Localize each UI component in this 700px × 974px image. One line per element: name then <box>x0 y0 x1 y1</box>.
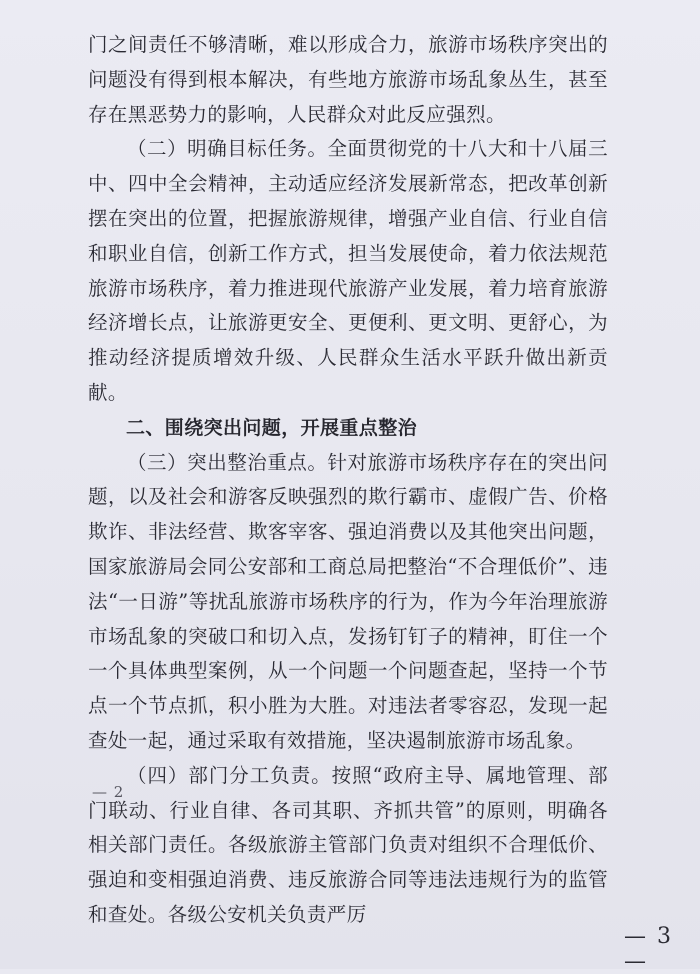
paragraph-department-responsibility: （四）部门分工负责。按照“政府主导、属地管理、部门联动、行业自律、各司其职、齐抓共管”的原则，明确各相关部门责任。各级旅游主管部门负责对组织不合理低价、强迫和变相强迫消费、违反旅游合同等违法违规行为的监管和查处。各级公安机关负责严厉 <box>88 763 608 926</box>
page-number: — 3 — <box>624 924 673 974</box>
inner-page-number: — 2 <box>92 783 125 801</box>
paragraph-continuation: 门之间责任不够清晰，难以形成合力，旅游市场秩序突出的问题没有得到根本解决，有些地方旅游市场乱象丛生，甚至存在黑恶势力的影响，人民群众对此反应强烈。 <box>88 33 608 126</box>
paragraph-focus-rectification: （三）突出整治重点。针对旅游市场秩序存在的突出问题，以及社会和游客反映强烈的欺行霸市、虚假广告、价格欺诈、非法经营、欺客宰客、强迫消费以及其他突出问题，国家旅游局会同公安部和工商总局把整治“不合理低价”、违法“一日游”等扰乱旅游市场秩序的行为，作为今年治理旅游市场乱象的突破口和切入点，发扬钉钉子的精神，盯住一个一个具体典型案例，从一个问题一个问题查起，坚持一个节点一个节点抓，积小胜为大胜。对违法者零容忍，发现一起查处一起，通过采取有效措施，坚决遏制旅游市场乱象。 <box>88 450 608 752</box>
paragraph-clarify-goals: （二）明确目标任务。全面贯彻党的十八大和十八届三中、四中全会精神，主动适应经济发展新常态，把改革创新摆在突出的位置，把握旅游规律，增强产业自信、行业自信和职业自信，创新工作方式，担当发展使命，着力依法规范旅游市场秩序，着力推进现代旅游产业发展，着力培育旅游经济增长点，让旅游更安全、更便利、更文明、更舒心，为推动经济提质增效升级、人民群众生活水平跃升做出新贡献。 <box>88 137 608 404</box>
document-body <box>88 28 608 933</box>
section-heading: 二、围绕突出问题，开展重点整治 <box>126 416 418 439</box>
